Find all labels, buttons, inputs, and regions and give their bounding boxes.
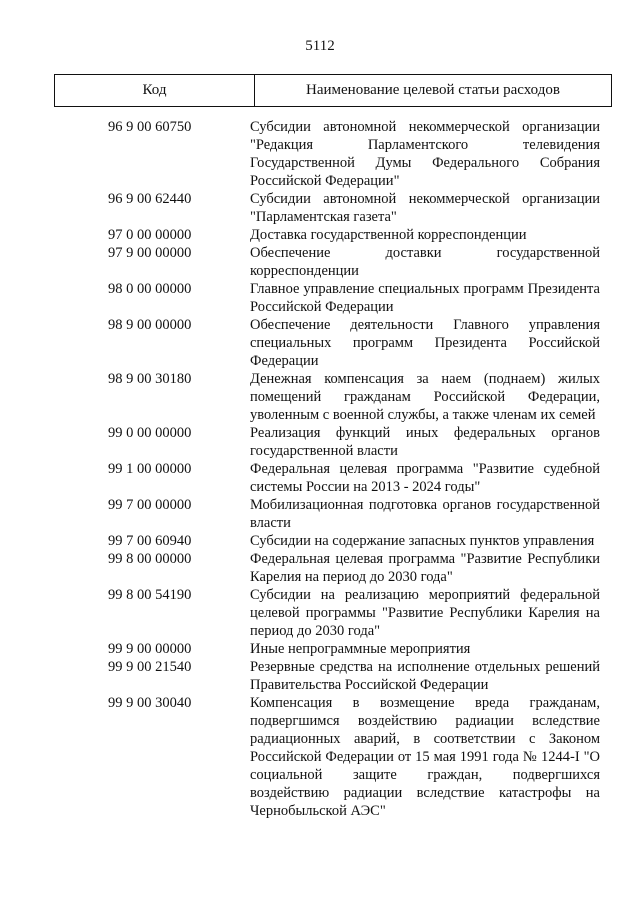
table-row (0, 244, 640, 280)
row-name: Субсидии на содержание запасных пунктов управления (250, 533, 595, 549)
table-row (0, 316, 640, 370)
row-name: Субсидии автономной некоммерческой организации "Редакция Парламентского телевидения Государственной Думы Федерального Собрания Российской Федерации" (250, 119, 600, 189)
row-name: Иные непрограммные мероприятия (250, 641, 471, 657)
row-code: 99 9 00 30040 (108, 695, 192, 711)
table-row (0, 550, 640, 586)
table-row (0, 532, 640, 550)
table-row (0, 586, 640, 640)
row-name: Федеральная целевая программа "Развитие Республики Карелия на период до 2030 года" (250, 551, 600, 585)
header-code: Код (55, 75, 255, 106)
row-name: Главное управление специальных программ Президента Российской Федерации (250, 281, 600, 315)
row-code: 97 0 00 00000 (108, 227, 192, 243)
table-row (0, 694, 640, 820)
row-code: 97 9 00 00000 (108, 245, 192, 261)
row-name: Субсидии на реализацию мероприятий федеральной целевой программы "Развитие Республики Карелия на период до 2030 года" (250, 587, 600, 639)
table-header (54, 74, 612, 107)
row-code: 99 8 00 54190 (108, 587, 192, 603)
table-body (0, 118, 640, 820)
table-row (0, 118, 640, 190)
row-code: 99 8 00 00000 (108, 551, 192, 567)
table-row (0, 370, 640, 424)
row-code: 99 0 00 00000 (108, 425, 192, 441)
row-code: 99 7 00 00000 (108, 497, 192, 513)
row-name: Реализация функций иных федеральных органов государственной власти (250, 425, 600, 459)
row-name: Резервные средства на исполнение отдельных решений Правительства Российской Федерации (250, 659, 600, 693)
row-name: Федеральная целевая программа "Развитие судебной системы России на 2013 - 2024 годы" (250, 461, 600, 495)
table-row (0, 424, 640, 460)
row-name: Обеспечение деятельности Главного управления специальных программ Президента Российской Федерации (250, 317, 600, 369)
table-row (0, 658, 640, 694)
row-name: Субсидии автономной некоммерческой организации "Парламентская газета" (250, 191, 600, 225)
row-code: 99 1 00 00000 (108, 461, 192, 477)
table-row (0, 226, 640, 244)
row-code: 98 9 00 00000 (108, 317, 192, 333)
row-code: 99 9 00 00000 (108, 641, 192, 657)
table-row (0, 460, 640, 496)
row-name: Компенсация в возмещение вреда гражданам, подвергшимся воздействию радиации вследствие радиационных аварий, в соответствии с Законом Российской Федерации от 15 мая 1991 года № 1244-I "О социальной защите граждан, подвергшихся воздействию радиации вследствие катастрофы на Чернобыльской АЭС" (250, 695, 600, 819)
row-name: Доставка государственной корреспонденции (250, 227, 527, 243)
row-name: Обеспечение доставки государственной корреспонденции (250, 245, 600, 279)
page-number: 5112 (305, 38, 335, 54)
row-code: 96 9 00 60750 (108, 119, 192, 135)
row-name: Мобилизационная подготовка органов государственной власти (250, 497, 600, 531)
table-row (0, 280, 640, 316)
row-code: 99 9 00 21540 (108, 659, 192, 675)
row-code: 96 9 00 62440 (108, 191, 192, 207)
header-name: Наименование целевой статьи расходов (306, 82, 560, 98)
row-code: 99 7 00 60940 (108, 533, 192, 549)
row-code: 98 0 00 00000 (108, 281, 192, 297)
table-row (0, 190, 640, 226)
row-code: 98 9 00 30180 (108, 371, 192, 387)
row-name: Денежная компенсация за наем (поднаем) жилых помещений гражданам Российской Федерации, уволенным с военной службы, а также членам их семей (250, 371, 600, 423)
table-row (0, 640, 640, 658)
table-row (0, 496, 640, 532)
